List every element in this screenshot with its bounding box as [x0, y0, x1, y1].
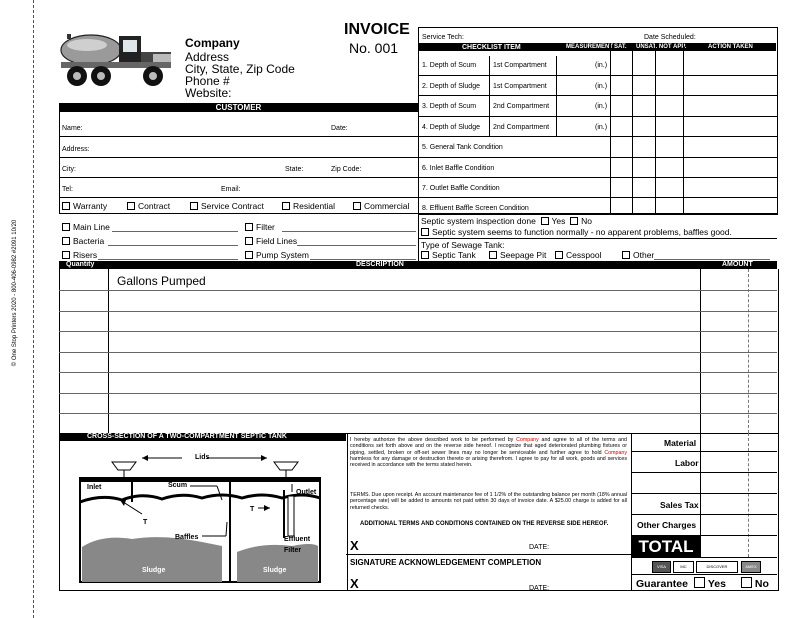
sewage-type-label: Type of Sewage Tank:: [421, 240, 505, 250]
septic-tank-diagram: [62, 442, 342, 588]
diagram-sludge-1: Sludge: [142, 567, 166, 574]
col-quantity: Quantity: [66, 261, 95, 268]
grid-line: [631, 472, 777, 473]
sewage-type-seepage[interactable]: Seepage Pit: [489, 250, 546, 260]
checkbox[interactable]: [62, 223, 70, 231]
grid-line: [489, 56, 490, 136]
labor-label: Labor: [675, 458, 699, 468]
customer-date-label: Date:: [331, 125, 348, 132]
service-risers[interactable]: Risers: [62, 250, 97, 260]
fill-line: [108, 245, 238, 246]
checklist-row-4-unit: (in.): [595, 124, 608, 131]
card-discover-icon: DISCOVER: [696, 561, 738, 573]
signature-completion: SIGNATURE ACKNOWLEDGEMENT COMPLETION: [350, 558, 542, 567]
diagram-outlet: Outlet: [296, 489, 317, 496]
checklist-row-3-comp: 2nd Compartment: [493, 103, 550, 110]
col-measurement: MEASUREMENT: [566, 44, 614, 50]
date-scheduled-label: Date Scheduled:: [644, 34, 696, 41]
fill-line: [297, 245, 416, 246]
checklist-row-1-unit: (in.): [595, 62, 608, 69]
invoice-title: INVOICE: [344, 21, 410, 38]
date-1: DATE:: [529, 544, 550, 551]
total-label: TOTAL: [632, 536, 700, 557]
checklist-row-7: 7. Outlet Baffle Condition: [422, 185, 500, 192]
type-residential[interactable]: Residential: [282, 201, 335, 211]
grid-line: [556, 56, 557, 136]
customer-header: CUSTOMER: [59, 103, 418, 112]
grid-line: [683, 43, 684, 213]
fill-line: [112, 231, 238, 232]
diagram-sludge-2: Sludge: [263, 567, 287, 574]
grid-line: [59, 177, 418, 178]
customer-zip-label: Zip Code:: [331, 166, 362, 173]
type-commercial[interactable]: Commercial: [353, 201, 409, 211]
service-pump-system[interactable]: Pump System: [245, 250, 309, 260]
terms-text: TERMS. Due upon receipt. An account maintenance fee of 1 1/2% of the outstanding balance per month (18% annual percentage rate) will be added to amounts not paid within 30 days of invoice date. A $25.00 charge is added for all returned checks.: [350, 492, 627, 511]
grid-line: [418, 213, 419, 261]
checklist-row-5: 5. General Tank Condition: [422, 144, 503, 151]
service-filter[interactable]: Filter: [245, 222, 275, 232]
company-word: Company: [604, 449, 627, 456]
sewage-type-septic[interactable]: Septic Tank: [421, 250, 476, 260]
company-phone: Phone #: [185, 74, 230, 88]
grid-line: [59, 157, 418, 158]
grid-line: [59, 197, 418, 198]
diagram-t1: T: [143, 519, 148, 526]
grid-line: [418, 95, 777, 96]
company-city: City, State, Zip Code: [185, 62, 295, 76]
diagram-lids: Lids: [195, 454, 210, 461]
customer-city-label: City:: [62, 166, 76, 173]
cents-divider: [748, 269, 749, 433]
fill-line: [310, 259, 416, 260]
perforation-line: [33, 0, 34, 618]
grid-line: [108, 269, 109, 433]
checkbox[interactable]: [190, 202, 198, 210]
diagram-t2: T: [250, 506, 255, 513]
type-service-contract[interactable]: Service Contract: [190, 201, 264, 211]
service-bacteria[interactable]: Bacteria: [62, 236, 104, 246]
checkbox[interactable]: [62, 251, 70, 259]
checkbox-yes[interactable]: [541, 217, 549, 225]
checklist-row-8: 8. Effluent Baffle Screen Condition: [422, 205, 529, 212]
card-visa-icon: VISA: [652, 561, 671, 573]
checklist-row-3-unit: (in.): [595, 103, 608, 110]
guarantee-yes-checkbox[interactable]: [694, 577, 705, 588]
checkbox[interactable]: [62, 237, 70, 245]
grid-line: [631, 574, 777, 575]
fill-line: [98, 259, 238, 260]
checkbox[interactable]: [245, 237, 253, 245]
guarantee-no-checkbox[interactable]: [741, 577, 752, 588]
grid-line: [631, 557, 777, 558]
table-row-line: [59, 413, 777, 414]
grid-line: [346, 554, 631, 555]
table-row-line: [59, 372, 777, 373]
type-contract[interactable]: Contract: [127, 201, 170, 211]
col-unsat: UNSAT. NOT APP.: [636, 44, 687, 50]
diagram-title: CROSS-SECTION OF A TWO-COMPARTMENT SEPTIC TANK: [59, 433, 346, 441]
checkbox[interactable]: [622, 251, 630, 259]
grid-line: [418, 136, 777, 137]
checklist-row-2: 2. Depth of Sludge: [422, 83, 480, 90]
date-2: DATE:: [529, 585, 550, 592]
col-description: DESCRIPTION: [356, 261, 404, 268]
checkbox[interactable]: [282, 202, 290, 210]
customer-name-label: Name:: [62, 125, 83, 132]
diagram-effluent: Effluent: [284, 536, 311, 543]
grid-line: [418, 238, 777, 239]
table-row-line: [59, 352, 777, 353]
checkbox[interactable]: [555, 251, 563, 259]
checkbox[interactable]: [421, 228, 429, 236]
items-header-bar: [59, 261, 777, 269]
col-checklist-item: CHECKLIST ITEM: [462, 44, 521, 51]
diagram-filter: Filter: [284, 547, 302, 554]
guarantee-row: Guarantee Yes No: [636, 578, 769, 590]
customer-email-label: Email:: [221, 186, 241, 193]
checklist-row-3: 3. Depth of Scum: [422, 103, 477, 110]
sewage-type-cesspool[interactable]: Cesspool: [555, 250, 601, 260]
diagram-baffles: Baffles: [175, 534, 199, 541]
diagram-inlet: Inlet: [87, 484, 102, 491]
company-name: Company: [185, 36, 240, 50]
checklist-row-6: 6. Inlet Baffle Condition: [422, 165, 495, 172]
signature-x-1[interactable]: X: [350, 538, 359, 553]
col-amount: AMOUNT: [722, 261, 753, 268]
table-row-line: [59, 311, 777, 312]
customer-address-label: Address:: [62, 146, 90, 153]
checkbox[interactable]: [62, 202, 70, 210]
service-field-lines[interactable]: Field Lines: [245, 236, 297, 246]
truck-logo: [57, 22, 175, 94]
checkbox[interactable]: [353, 202, 361, 210]
service-main-line[interactable]: Main Line: [62, 222, 110, 232]
table-row-line: [59, 393, 777, 394]
service-tech-label: Service Tech:: [422, 34, 464, 41]
card-amex-icon: AMEX: [741, 561, 761, 573]
checkbox[interactable]: [245, 223, 253, 231]
table-row-line: [59, 290, 777, 291]
sales-tax-label: Sales Tax: [660, 500, 699, 510]
company-address: Address: [185, 50, 230, 64]
material-label: Material: [664, 438, 697, 448]
checklist-row-2-unit: (in.): [595, 83, 608, 90]
other-charges-label: Other Charges: [637, 520, 697, 530]
grid-line: [632, 43, 633, 213]
inspection-done: Septic system inspection done Yes No: [421, 216, 593, 226]
type-warranty[interactable]: Warranty: [62, 201, 107, 211]
inspection-normal[interactable]: Septic system seems to function normally - no apparent problems, baffles good.: [421, 227, 732, 237]
table-row-line: [59, 331, 777, 332]
diagram-scum: Scum: [168, 482, 188, 489]
grid-line: [59, 136, 418, 137]
grid-line: [418, 116, 777, 117]
checklist-row-1: 1. Depth of Scum: [422, 62, 477, 69]
card-mastercard-icon: MC: [673, 561, 694, 573]
fill-line: [282, 231, 416, 232]
company-website: Website:: [185, 86, 232, 100]
grid-line: [631, 514, 777, 515]
signature-x-2[interactable]: X: [350, 576, 359, 591]
grid-line: [418, 75, 777, 76]
grid-line: [631, 451, 777, 452]
grid-line: [418, 177, 777, 178]
checkbox[interactable]: [127, 202, 135, 210]
checkbox[interactable]: [421, 251, 429, 259]
printer-credit: © One Stop Printers 2020 - 800-406-0982 #2091 10/20: [12, 219, 18, 367]
checklist-row-4: 4. Depth of Sludge: [422, 124, 480, 131]
checklist-row-2-comp: 1st Compartment: [493, 83, 547, 90]
grid-line: [700, 269, 701, 433]
checklist-row-1-comp: 1st Compartment: [493, 62, 547, 69]
col-sat: SAT.: [614, 44, 627, 50]
checklist-row-4-comp: 2nd Compartment: [493, 124, 550, 131]
grid-line: [418, 197, 777, 198]
grid-line: [655, 43, 656, 213]
checkbox[interactable]: [489, 251, 497, 259]
items-first-line[interactable]: Gallons Pumped: [117, 274, 206, 288]
grid-line: [631, 493, 777, 494]
grid-line: [610, 43, 611, 213]
invoice-number: No. 001: [349, 40, 399, 56]
customer-tel-label: Tel:: [62, 186, 73, 193]
sewage-type-other[interactable]: Other: [622, 250, 654, 260]
company-word: Company: [516, 437, 539, 443]
checkbox[interactable]: [245, 251, 253, 259]
fill-line: [654, 259, 770, 260]
authorization-text: I hereby authorize the above described work to be performed by Company and agree to all of the terms and conditions set forth above and on the reverse side hereof. I recognize that aged deteriorated plumbing fixtures or piping, settled, broken or off-set sewer lines may no longer be serviceable and further agree to hold Company harmless for any damage or destruction thereto or arising therefrom. I agree to pay for all work, goods and services received in accordance with the terms stated herein.: [350, 437, 627, 469]
customer-state-label: State:: [285, 166, 304, 173]
checkbox-no[interactable]: [570, 217, 578, 225]
grid-line: [418, 157, 777, 158]
col-action-taken: ACTION TAKEN: [708, 44, 753, 50]
additional-terms: ADDITIONAL TERMS AND CONDITIONS CONTAINED ON THE REVERSE SIDE HEREOF.: [360, 521, 609, 527]
